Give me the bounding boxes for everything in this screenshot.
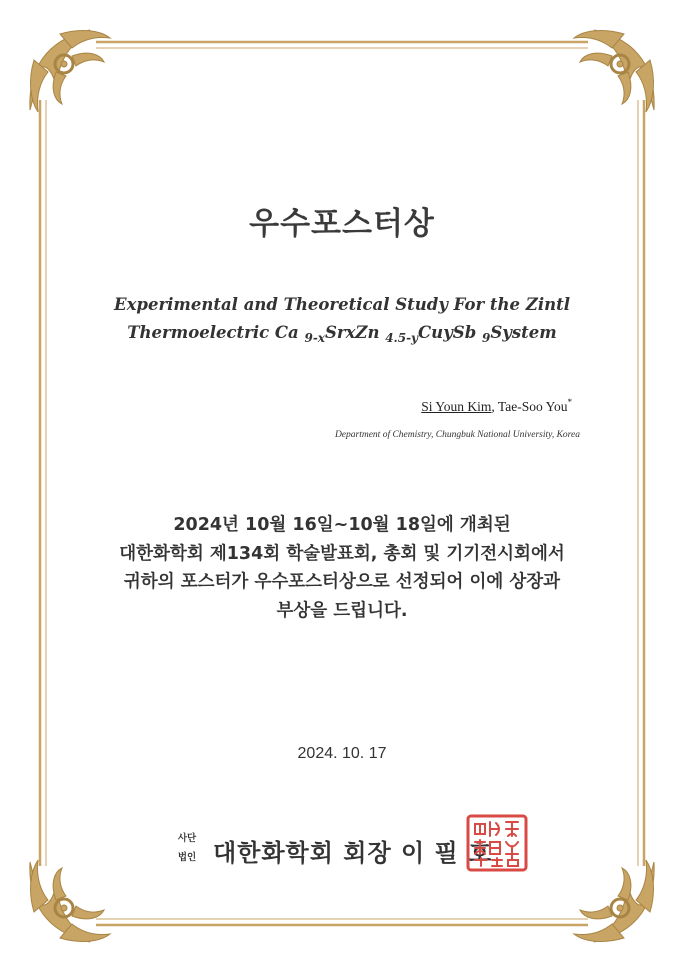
statement-line: 대한화학회 제134회 학술발표회, 총회 및 기기전시회에서: [119, 543, 565, 564]
award-statement: [0, 511, 684, 625]
org-type-label: 사단 법인: [177, 833, 197, 863]
affiliation: Department of Chemistry, Chungbuk National University, Korea: [334, 430, 580, 440]
authors: Si Youn Kim, Tae-Soo You*: [421, 397, 572, 414]
statement-line: 부상을 드립니다.: [276, 600, 408, 621]
corresponding-mark: *: [567, 397, 572, 407]
paper-title: [0, 291, 684, 347]
issuer-name: 대한화학회 회장 이 필 호: [213, 839, 493, 867]
paper-title-line-1: Experimental and Theoretical Study For the Zintl: [114, 295, 570, 314]
first-author: Si Youn Kim: [421, 399, 492, 414]
statement-line: 귀하의 포스터가 우수포스터상으로 선정되어 이에 상장과: [123, 572, 561, 592]
issue-date: 2024. 10. 17: [297, 745, 387, 762]
official-seal-stamp: [466, 814, 528, 872]
paper-title-line-2: Thermoelectric Ca $_{9-x}$SrxZn $_{4.5-y}$CuySb $_9$System: [127, 323, 557, 345]
award-title: 우수포스터상: [249, 206, 435, 242]
statement-line: 2024년 10월 16일~10월 18일에 개최된: [173, 515, 511, 535]
corresponding-author: Tae-Soo You: [497, 399, 568, 414]
